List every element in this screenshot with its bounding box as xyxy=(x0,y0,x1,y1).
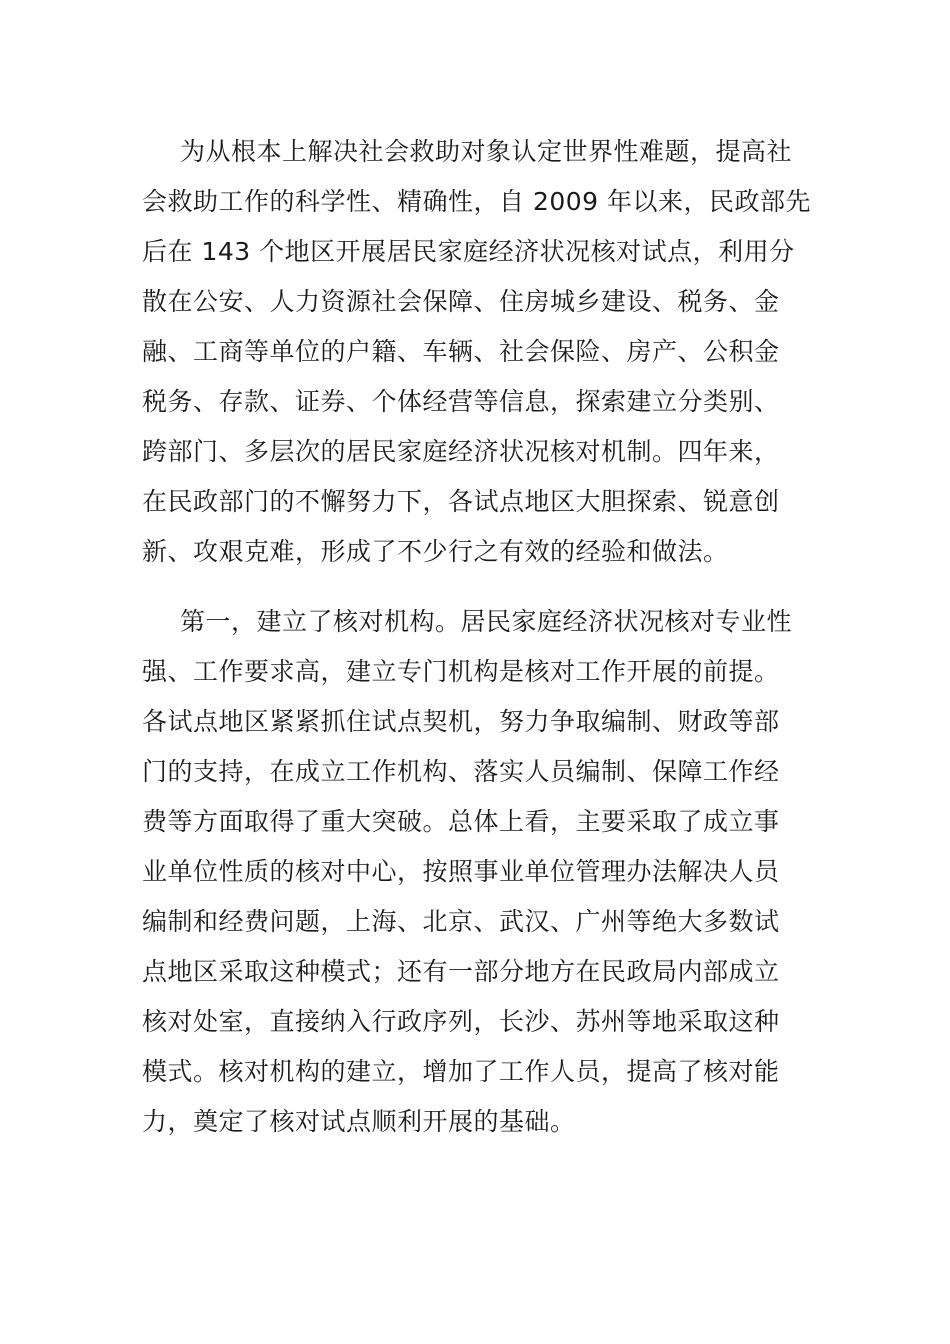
paragraph-line: 融、工商等单位的户籍、车辆、社会保险、房产、公积金 xyxy=(142,337,780,366)
paragraph-line: 门的支持，在成立工作机构、落实人员编制、保障工作经 xyxy=(142,757,780,786)
paragraph-line: 强、工作要求高，建立专门机构是核对工作开展的前提。 xyxy=(142,657,780,686)
paragraph-line: 散在公安、人力资源社会保障、住房城乡建设、税务、金 xyxy=(142,287,780,316)
paragraph-line: 后在 143 个地区开展居民家庭经济状况核对试点，利用分 xyxy=(142,237,795,266)
paragraph-line: 各试点地区紧紧抓住试点契机，努力争取编制、财政等部 xyxy=(142,707,780,736)
paragraph-line: 为从根本上解决社会救助对象认定世界性难题，提高社 xyxy=(180,137,793,166)
paragraph-line: 点地区采取这种模式；还有一部分地方在民政局内部成立 xyxy=(142,957,780,986)
paragraph-line: 跨部门、多层次的居民家庭经济状况核对机制。四年来， xyxy=(142,437,780,466)
paragraph-line: 费等方面取得了重大突破。总体上看，主要采取了成立事 xyxy=(142,807,780,836)
paragraph-first-point xyxy=(142,597,808,1147)
paragraph-line: 力，奠定了核对试点顺利开展的基础。 xyxy=(142,1107,576,1136)
paragraph-line: 会救助工作的科学性、精确性，自 2009 年以来，民政部先 xyxy=(142,187,812,216)
paragraph-line: 业单位性质的核对中心，按照事业单位管理办法解决人员 xyxy=(142,857,780,886)
paragraph-line: 税务、存款、证券、个体经营等信息，探索建立分类别、 xyxy=(142,387,780,416)
paragraph-line: 模式。核对机构的建立，增加了工作人员，提高了核对能 xyxy=(142,1057,780,1086)
paragraph-line: 编制和经费问题，上海、北京、武汉、广州等绝大多数试 xyxy=(142,907,780,936)
paragraph-line: 第一，建立了核对机构。居民家庭经济状况核对专业性 xyxy=(180,607,793,636)
paragraph-line: 在民政部门的不懈努力下，各试点地区大胆探索、锐意创 xyxy=(142,487,780,516)
paragraph-line: 新、攻艰克难，形成了不少行之有效的经验和做法。 xyxy=(142,537,729,566)
paragraph-intro xyxy=(142,127,812,577)
paragraph-line: 核对处室，直接纳入行政序列，长沙、苏州等地采取这种 xyxy=(142,1007,780,1036)
